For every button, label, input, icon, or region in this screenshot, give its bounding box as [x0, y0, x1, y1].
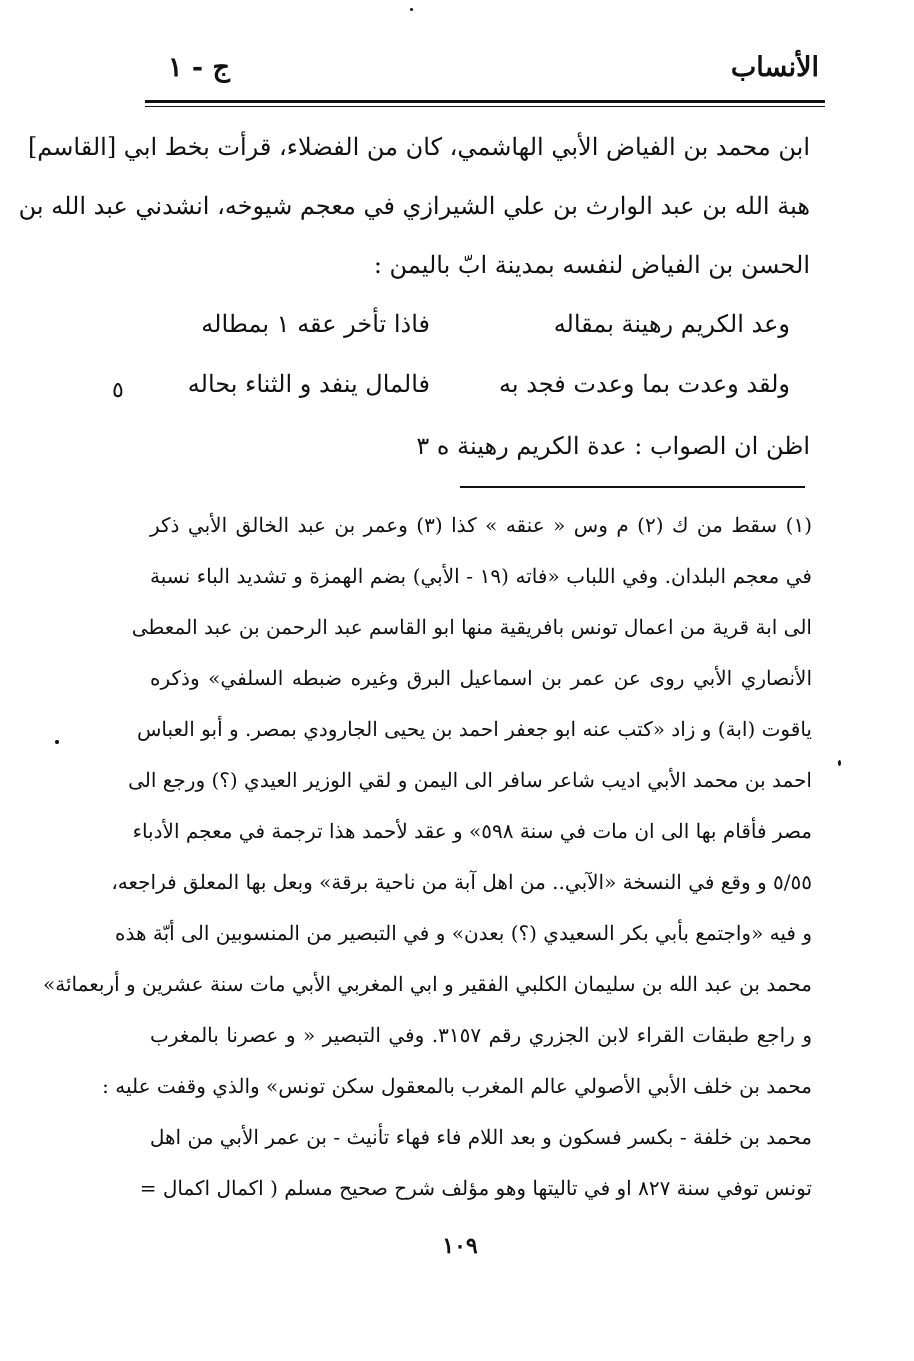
scan-speck — [838, 760, 841, 766]
main-line: هبة الله بن عبد الوارث بن علي الشيرازي في معجم شيوخه، انشدني عبد الله بن — [18, 192, 810, 220]
footnote-line: احمد بن محمد الأبي اديب شاعر سافر الى اليمن و لقي الوزير العيدي (؟) ورجع الى — [128, 768, 812, 792]
footnote-line: ٥/٥٥ و وقع في النسخة «الآبي.. من اهل آبة من ناحية برقة» وبعل بها المعلق فراجعه، — [111, 870, 812, 894]
conclusion-line: اظن ان الصواب : عدة الكريم رهينة ه ٣ — [416, 432, 810, 460]
margin-line-number: ٥ — [112, 378, 124, 403]
footnote-line: (١) سقط من ك (٢) م وس « عنقه » كذا (٣) وعمر بن عبد الخالق الأبي ذكر — [150, 513, 812, 537]
scan-speck — [55, 740, 59, 744]
footnote-line: تونس توفي سنة ٨٢٧ او في تاليتها وهو مؤلف شرح صحيح مسلم ( اكمال اكمال = — [139, 1176, 812, 1200]
book-title: الأنساب — [730, 52, 819, 83]
footnotes — [43, 500, 812, 1214]
page-number: ١٠٩ — [442, 1233, 478, 1259]
footnote-line: و راجع طبقات القراء لابن الجزري رقم ٣١٥٧. وفي التبصير « و عصرنا بالمغرب — [150, 1023, 812, 1047]
footnote-line: محمد بن خلف الأبي الأصولي عالم المغرب بالمعقول سكن تونس» والذي وقفت عليه : — [102, 1074, 812, 1098]
footnote-line: مصر فأقام بها الى ان مات في سنة ٥٩٨» و عقد لأحمد هذا ترجمة في معجم الأدباء — [132, 819, 812, 843]
header-rule-thick — [145, 100, 825, 103]
footnote-line: الأنصاري الأبي روى عن عمر بن اسماعيل البرق وغيره ضبطه السلفي» وذكره — [150, 666, 812, 690]
volume-label: ج - ١ — [168, 52, 230, 83]
header-rule-thin — [145, 106, 825, 107]
verse-second-hemistich: فالمال ينفد و الثناء بحاله — [187, 370, 430, 398]
main-text — [18, 118, 810, 295]
main-line: ابن محمد بن الفياض الأبي الهاشمي، كان من الفضلاء، قرأت بخط ابي [القاسم] — [27, 133, 810, 161]
footnote-line: الى ابة قرية من اعمال تونس بافريقية منها ابو القاسم عبد الرحمن بن عبد المعطى — [131, 615, 812, 639]
verse-second-hemistich: فاذا تأخر عقه ١ بمطاله — [201, 310, 430, 338]
footnote-line: ياقوت (ابة) و زاد «كتب عنه ابو جعفر احمد بن يحيى الجارودي بمصر. و أبو العباس — [136, 717, 812, 741]
verse-first-hemistich: وعد الكريم رهينة بمقاله — [553, 310, 790, 338]
footnote-line: محمد بن عبد الله بن سليمان الكلبي الفقير و ابي المغربي الأبي مات سنة عشرين و أربعمائة» — [43, 972, 812, 996]
footnote-separator — [460, 486, 805, 488]
main-line: الحسن بن الفياض لنفسه بمدينة ابّ باليمن : — [373, 251, 810, 279]
footnote-line: محمد بن خلفة - بكسر فسكون و بعد اللام فاء فهاء تأنيث - بن عمر الأبي من اهل — [149, 1125, 812, 1149]
verse-first-hemistich: ولقد وعدت بما وعدت فجد به — [499, 370, 790, 398]
scan-speck — [410, 8, 413, 11]
footnote-line: و فيه «واجتمع بأبي بكر السعيدي (؟) بعدن» و في التبصير من المنسوبين الى أبّة هذه — [114, 921, 812, 945]
footnote-line: في معجم البلدان. وفي اللباب «فاته (١٩ - الأبي) بضم الهمزة و تشديد الباء نسبة — [150, 564, 812, 588]
